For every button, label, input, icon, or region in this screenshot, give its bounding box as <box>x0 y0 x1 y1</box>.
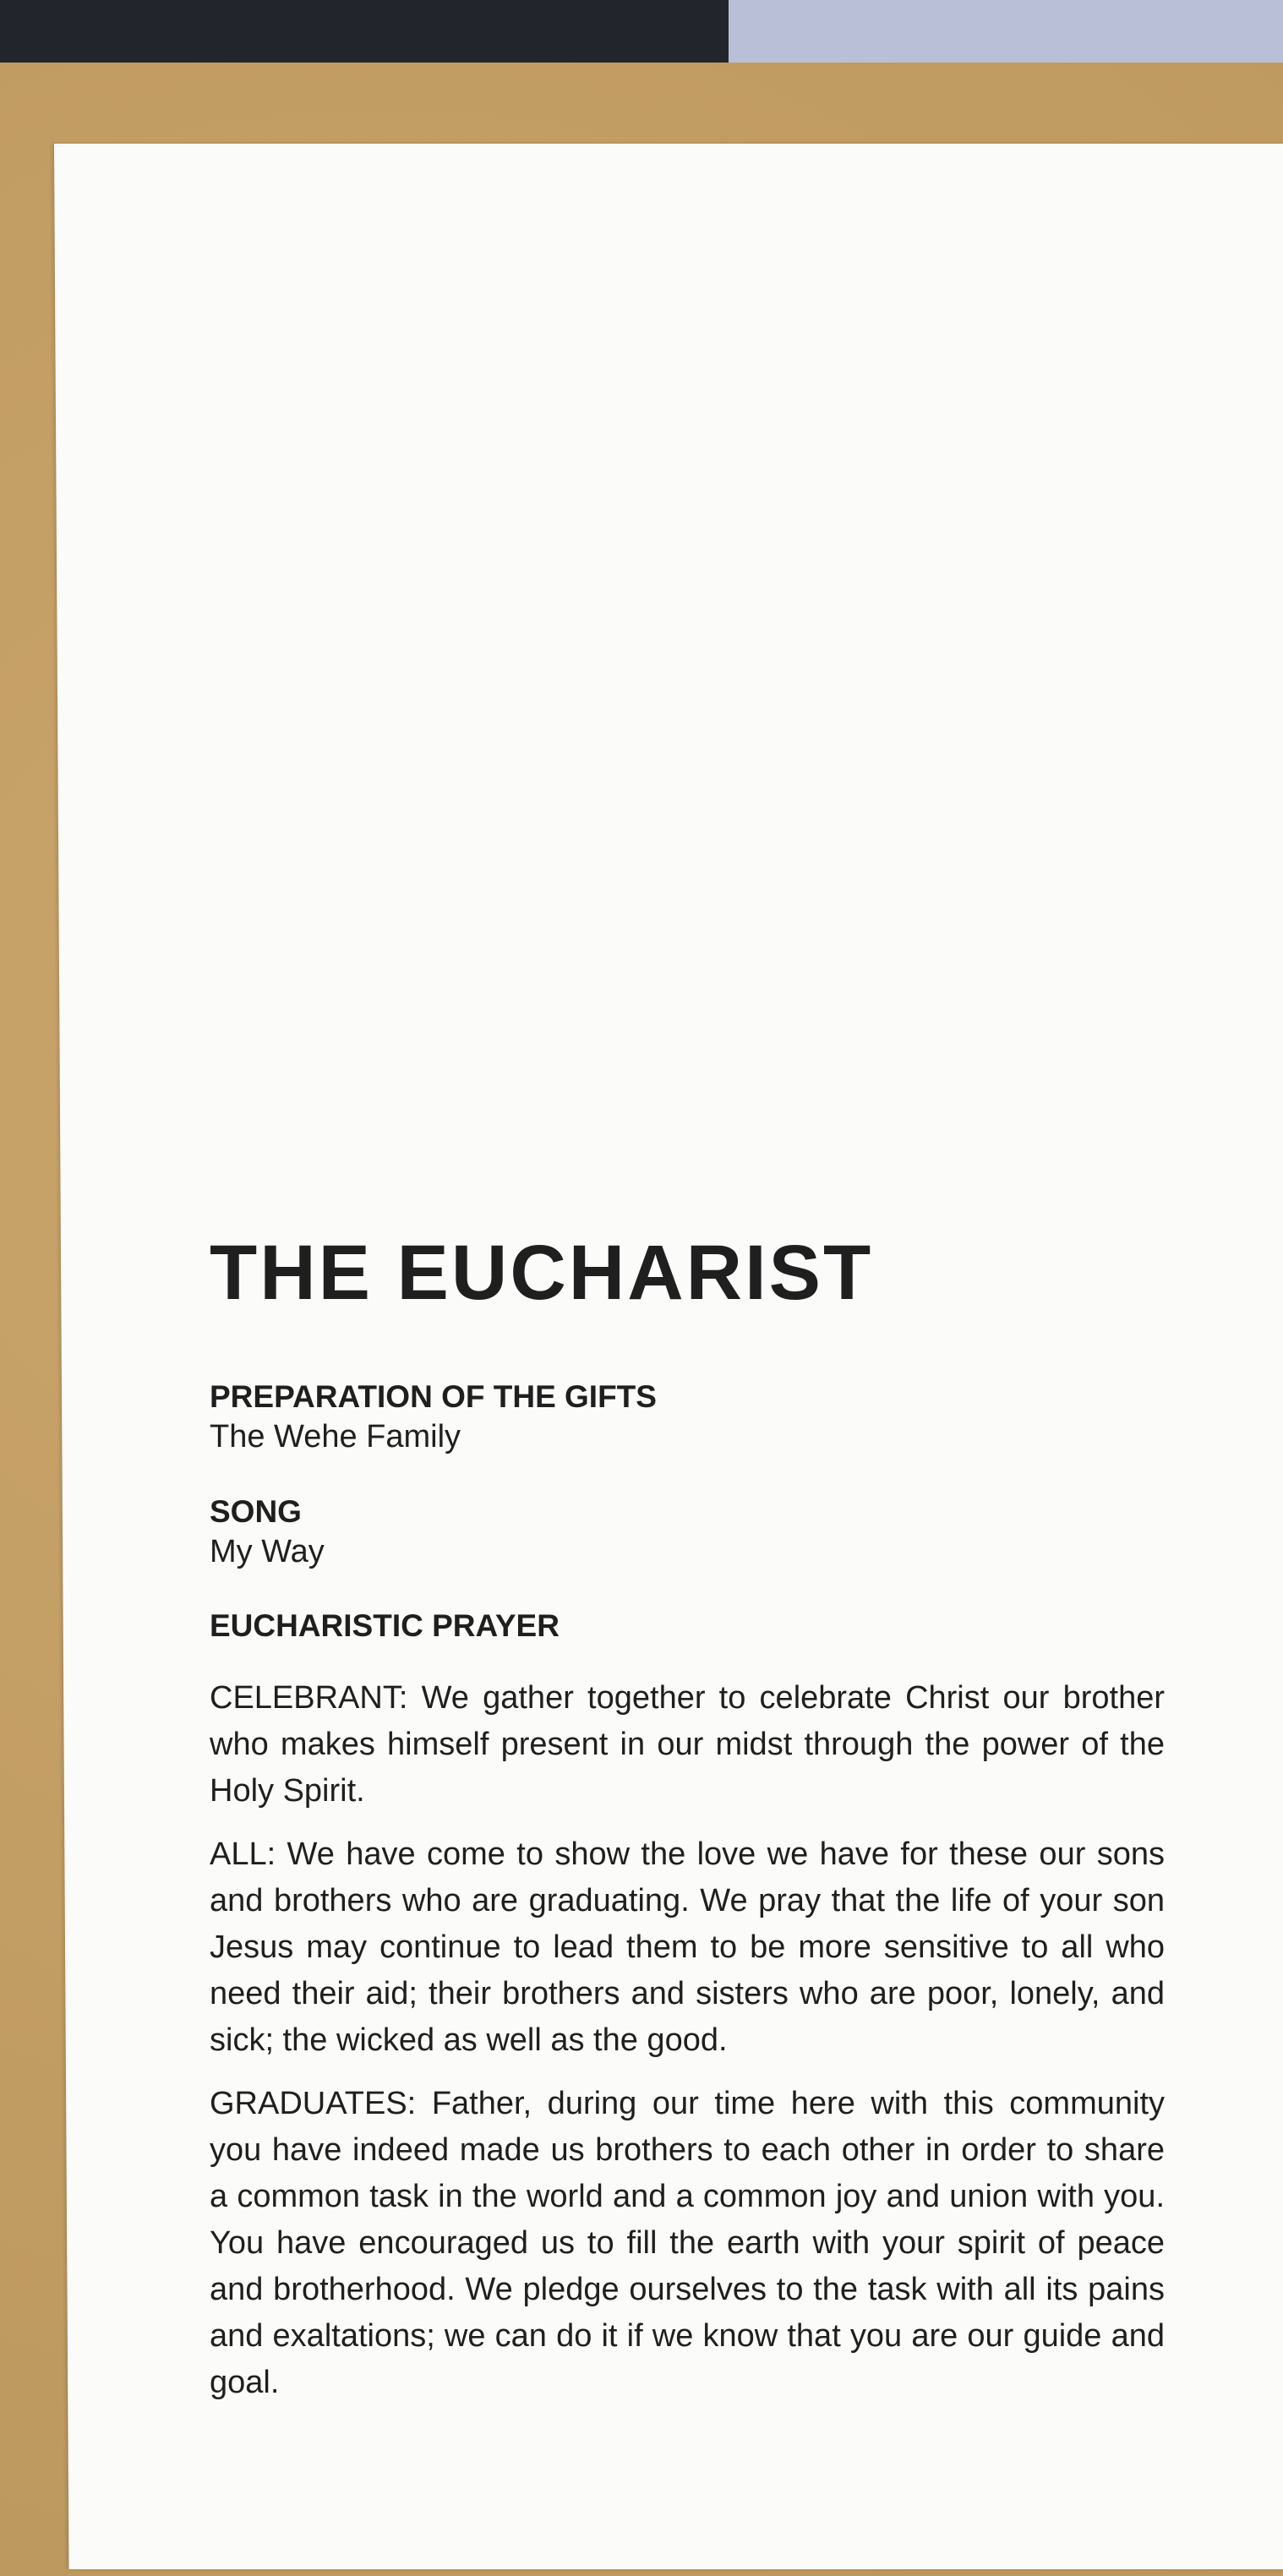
speaker-label: CELEBRANT: <box>210 1679 408 1716</box>
section-detail: My Way <box>210 1533 325 1569</box>
prayer-paragraph-celebrant <box>210 1675 1165 1815</box>
underlying-sheet <box>729 0 1283 69</box>
page-title: THE EUCHARIST <box>210 1230 874 1316</box>
section-eucharistic-prayer <box>210 1607 1165 2405</box>
prayer-text: We have come to show the love we have for these our sons and brothers who are graduating. We pray that the life of your son Jesus may continue to lead them to be more sensitive to all who need their aid; their brothers and sisters who are poor, lonely, and sick; the wicked as well as the good. <box>210 1836 1165 2058</box>
section-heading: EUCHARISTIC PRAYER <box>210 1608 560 1644</box>
section-preparation <box>210 1378 1165 1459</box>
section-song <box>210 1493 1165 1574</box>
speaker-label: ALL: <box>210 1836 276 1872</box>
prayer-text: We gather together to celebrate Christ our brother who makes himself present in our midst through the power of the Holy Spirit. <box>210 1679 1165 1809</box>
page-content <box>210 1230 1165 2423</box>
speaker-label: GRADUATES: <box>210 2085 417 2121</box>
section-heading: PREPARATION OF THE GIFTS <box>210 1379 657 1414</box>
section-detail: The Wehe Family <box>210 1419 461 1455</box>
section-heading: SONG <box>210 1493 302 1529</box>
prayer-paragraph-all <box>210 1831 1165 2064</box>
prayer-text: Father, during our time here with this community you have indeed made us brothers to each other in order to share a common task in the world and a common joy and union with you. You have encouraged us to fill the earth with your spirit of peace and brotherhood. We pledge ourselves to the task with all its pains and exaltations; we can do it if we know that you are our guide and goal. <box>210 2085 1165 2400</box>
prayer-paragraph-graduates <box>210 2081 1165 2406</box>
